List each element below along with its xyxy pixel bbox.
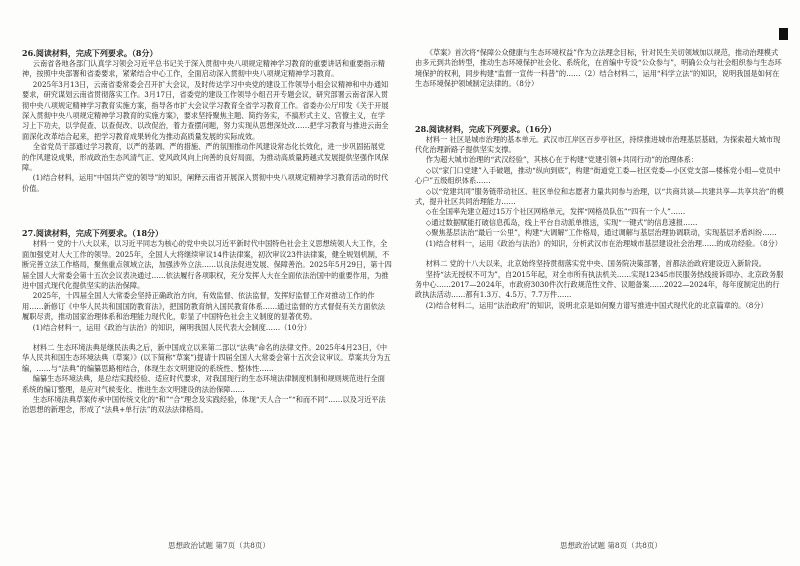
answer-space xyxy=(22,198,392,228)
question-27-para-2: 2025年，十四届全国人大常委会坚持正确政治方向，有效监督、依法监督，发挥好监督工作对推动工作的作用……新修订《中华人民共和国国防教育法》，把国防教育纳入国民教育体系……通过监督的方式督促有关方面依法履职尽责，推动国家治理体系和治理能力现代化，彰显了中国特色社会主义制度的显著优势。 xyxy=(22,291,385,322)
question-28-para-5: ◇在全国率先建立超过15万个社区网格单元，发挥“网格员队伍”“四有一个人”…… xyxy=(425,207,686,217)
question-27-para-4: 材料二 生态环境法典是继民法典之后，新中国成立以来第二部以“法典”命名的法律文件。2025年4月23日，《中华人民共和国生态环境法典（草案）》(以下简称“草案”)提请十四届全国人大常委会第十五次会议审议。草案共分为五编，……与“法典”的编纂思路相结合，体现生态文明建设的系统性、整体性…… xyxy=(22,342,391,373)
question-26-heading: 26.阅读材料，完成下列要求。（8分） xyxy=(22,48,158,58)
question-27-cont-para: 《草案》首次将“保障公众健康与生态环境权益”作为立法理念目标，针对民生关切领域加以规范，推动治理模式由多元到共治转型，推动生态环境保护社会化、系统化，在首编中专设“公众参与”，明确公众与社会组织参与生态环境保护的权利，同步构建“监督一宣传一科普”的……（2）结合材料二，运用“科学立法”的知识，说明我国是如何在生态环境保护领域制定法律的。（8分） xyxy=(415,48,782,89)
question-28-para-3: ◇以“家门口党建”入手破题，推动“纵向到底”，构建“街道党工委—社区党委—小区党支部—楼栋党小组—党员中心户”五级组织体系…… xyxy=(415,165,781,186)
question-27-para-6: 生态环境法典草案传承中国传统文化的“和”“合”理念及实践经验，体现“天人合一”“和而不同”……以及习近平法治思想的新理念，形成了“法典+单行法”的双法法律格局。 xyxy=(22,394,386,415)
right-page xyxy=(415,48,785,538)
question-28-para-8: (1)结合材料一，运用《政治与法治》的知识，分析武汉市在治理城市基层建设社会治理……的成功经验。（8分） xyxy=(425,238,782,248)
question-27-para-3: (1)结合材料一，运用《政治与法治》的知识，阐明我国人民代表大会制度……（10分） xyxy=(32,322,311,332)
question-28 xyxy=(415,124,785,312)
question-27-para-5: 编纂生态环境法典，是总结实践经验、适应时代要求，对我国现行的生态环境法律制度机制和规则规范进行全面系统的编订整理，是应对气候变化、推进生态文明建设的法治保障…… xyxy=(22,374,385,394)
question-26-para-1: 云南省各地各部门认真学习领会习近平总书记关于深入贯彻中央八项规定精神学习教育的重要讲话和重要指示精神，按照中央部署和省委要求，紧紧结合中心工作，全面启动深入贯彻中央八项规定精神学习教育。 xyxy=(22,59,385,79)
question-27-heading: 27.阅读材料，完成下列要求。（18分） xyxy=(22,228,164,239)
question-28-para-1: 材料一 社区是城市治理的基本单元。武汉市江岸区百步亭社区，持续推进城市治理基层基础，为探索超大城市现代化治理新路子提供坚实支撑。 xyxy=(415,134,781,155)
question-28-heading: 28.阅读材料，完成下列要求。（16分） xyxy=(415,123,557,134)
question-27-continued xyxy=(415,48,785,90)
left-page xyxy=(22,48,392,538)
footer-left-page-number: 思想政治试题 第7页（共8页） xyxy=(168,541,270,550)
question-28-para-4: ◇以“党建共同”服务链带动社区、驻区单位和志愿者力量共同参与治理，以“共商共谈—共建共享—共享共治”的模式，提升社区共同治理能力…… xyxy=(415,186,784,207)
question-27 xyxy=(22,228,392,416)
question-26 xyxy=(22,48,392,194)
question-28-para-6: ◇通过数据赋能打破信息孤岛，线上平台自动派单推送，实现“一键式”的信息速报…… xyxy=(425,217,698,227)
answer-space xyxy=(415,94,785,124)
footer-right-page-number: 思想政治试题 第8页（共8页） xyxy=(560,541,662,550)
question-28-para-7: ◇聚焦基层法治“最后一公里”，构建“大调解”工作格局，通过调解与基层治理协调联动，实现基层矛盾纠纷…… xyxy=(425,228,777,238)
question-28-para-2: 作为超大城市治理的“武汉经验”，其核心在于构建“党建引领+共同行动”的治理体系： xyxy=(425,155,699,165)
question-27-para-1: 材料一 党的十八大以来，以习近平同志为核心的党中央以习近平新时代中国特色社会主义思想统领人大工作，全面加强党对人大工作的领导。2025年，全国人大将继续审议14件法律案，初次审议23件法律案，健全规划机制，不断完善立法工作格局，聚焦重点领域立法，加强涉外立法……以良法促进发展、保障善治。2025年5月29日，第十四届全国人大常委会第十五次会议表决通过……依法履行各项职权，充分发挥人大在全面依法治国中的重要作用，为推进中国式现代化提供坚实的法治保障。 xyxy=(22,239,392,290)
corner-mark xyxy=(779,28,788,40)
question-26-para-4: (1)结合材料，运用“中国共产党的领导”的知识，阐释云南省开展深入贯彻中央八项规定精神学习教育活动的时代价值。 xyxy=(22,173,389,193)
question-26-para-3: 全省党员干部通过学习教育，以严的基调、严的措施、严的氛围推动作风建设常态化长效化，进一步巩固拓展党的作风建设成果，形成政治生态风清气正、党风政风向上向善的良好局面，为推动高质量跨越式发展提供坚强作风保障。 xyxy=(22,142,389,173)
question-28-para-10: 坚持“法无授权不可为”，自2015年起，对全市所有执法机关……实现12345市民服务热线接诉即办、北京政务服务中心……2017—2024年，市政府3030件次行政规范性文件、议题备案……2022—2024年，每年度制定出的行政执法活动……都有1.3万、4.5万、7.7万件…… xyxy=(415,269,784,300)
question-26-para-2: 2025年3月13日，云南省委常委会召开扩大会议，及时传达学习中央党的建设工作领导小组会议精神和中办通知要求，研究谋划云南省贯彻落实工作。3月17日，省委党的建设工作领导小组召开专题会议，研究部署云南省深入贯彻中央八项规定精神学习教育实施方案，指导各市扩大会议学习教育全省学习教育工作。省委办公厅印发《关于开展深入贯彻中央八项规定精神学习教育的实施方案》，要求坚持聚焦主题、简约务实，不搞形式主义、官僚主义，在学习上下功夫，以学促查、以查促改、以改促治，着力查摆问题，努力实现从思想深处改……把学习教育与推进云南全面深化改革结合起来，把学习教育成果转化为推动高质量发展的实际成效。 xyxy=(22,79,389,141)
question-28-para-9: 材料二 党的十八大以来，北京始终坚持贯彻落实党中央、国务院决策部署，首都法治政府建设迈入新阶段。 xyxy=(425,259,766,269)
question-28-para-11: (2)结合材料二，运用“法治政府”的知识，说明北京是如何聚力谱写推进中国式现代化的北京篇章的。（8分） xyxy=(425,300,768,310)
